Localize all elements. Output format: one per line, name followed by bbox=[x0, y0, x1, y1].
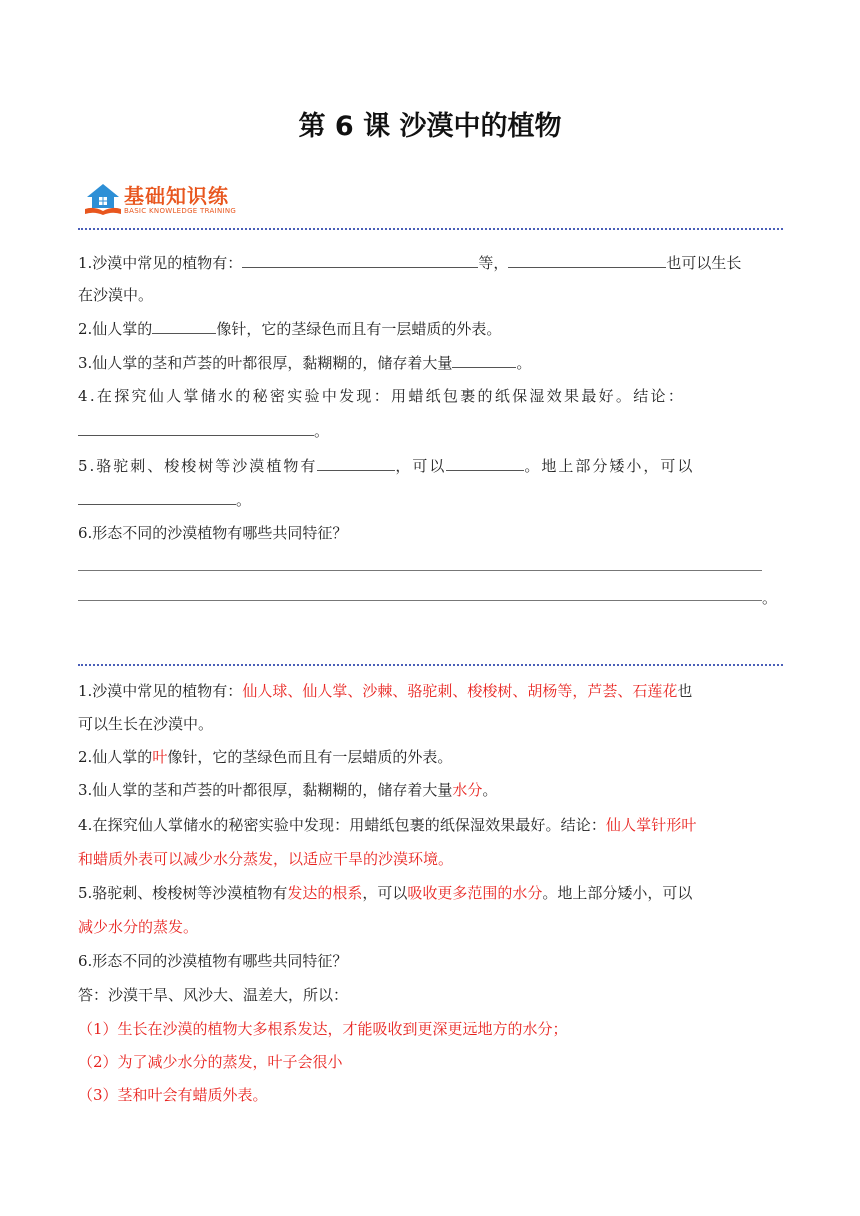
answer-1: 1.沙漠中常见的植物有：仙人球、仙人掌、沙棘、骆驼刺、梭梭树、胡杨等，芦荟、石莲花也 bbox=[78, 682, 693, 700]
banner-subtitle: BASIC KNOWLEDGE TRAINING bbox=[124, 207, 237, 215]
answer-5: 5.骆驼刺、梭梭树等沙漠植物有发达的根系，可以吸收更多范围的水分。地上部分矮小，可以 bbox=[78, 884, 693, 902]
house-book-icon bbox=[84, 182, 122, 216]
answer-blank[interactable] bbox=[508, 251, 666, 268]
question-5-cont: 。 bbox=[78, 488, 783, 511]
page-title: 第 6 课 沙漠中的植物 bbox=[298, 111, 562, 142]
answer-6: 6.形态不同的沙漠植物有哪些共同特征？ bbox=[78, 952, 348, 970]
answer-6-point-2: （2）为了减少水分的蒸发，叶子会很小 bbox=[78, 1053, 343, 1071]
answer-line[interactable] bbox=[78, 570, 762, 571]
answer-divider bbox=[78, 664, 783, 666]
answer-6-point-1: （1）生长在沙漠的植物大多根系发达，才能吸收到更深更远地方的水分； bbox=[78, 1020, 568, 1038]
answer-1-cont: 可以生长在沙漠中。 bbox=[78, 715, 214, 733]
question-6: 6.形态不同的沙漠植物有哪些共同特征？ bbox=[78, 524, 348, 542]
answer-blank[interactable] bbox=[78, 488, 236, 505]
answer-line[interactable] bbox=[78, 600, 762, 601]
question-2: 2.仙人掌的 像针，它的茎绿色而且有一层蜡质的外表。 bbox=[78, 317, 783, 340]
banner-title: 基础知识练 bbox=[124, 184, 229, 208]
question-1-cont: 在沙漠中。 bbox=[78, 286, 154, 304]
question-3: 3.仙人掌的茎和芦荟的叶都很厚，黏糊糊的，储存着大量 。 bbox=[78, 351, 783, 374]
answer-blank[interactable] bbox=[446, 454, 524, 471]
question-4-cont: 。 bbox=[78, 419, 783, 442]
answer-3: 3.仙人掌的茎和芦荟的叶都很厚，黏糊糊的，储存着大量水分。 bbox=[78, 781, 498, 799]
question-4: 4.在探究仙人掌储水的秘密实验中发现：用蜡纸包裹的纸保湿效果最好。结论： bbox=[78, 387, 686, 405]
answer-blank[interactable] bbox=[317, 454, 395, 471]
answer-4-cont: 和蜡质外表可以减少水分蒸发，以适应干旱的沙漠环境。 bbox=[78, 850, 454, 868]
answer-blank[interactable] bbox=[452, 351, 516, 368]
answer-6-intro: 答：沙漠干旱、风沙大、温差大，所以： bbox=[78, 986, 349, 1004]
answer-5-cont: 减少水分的蒸发。 bbox=[78, 918, 199, 936]
answer-blank[interactable] bbox=[78, 419, 314, 436]
answer-blank[interactable] bbox=[242, 251, 478, 268]
section-divider bbox=[78, 228, 783, 230]
question-6-end: 。 bbox=[762, 589, 778, 607]
answer-2: 2.仙人掌的叶像针，它的茎绿色而且有一层蜡质的外表。 bbox=[78, 748, 453, 766]
question-1: 1.沙漠中常见的植物有： 等， 也可以生长 bbox=[78, 251, 783, 274]
answer-6-point-3: （3）茎和叶会有蜡质外表。 bbox=[78, 1086, 268, 1104]
section-banner bbox=[84, 180, 284, 218]
answer-4: 4.在探究仙人掌储水的秘密实验中发现：用蜡纸包裹的纸保湿效果最好。结论：仙人掌针形叶 bbox=[78, 816, 697, 834]
answer-blank[interactable] bbox=[152, 317, 216, 334]
question-5: 5.骆驼刺、梭梭树等沙漠植物有 ，可以 。地上部分矮小，可以 bbox=[78, 454, 783, 477]
